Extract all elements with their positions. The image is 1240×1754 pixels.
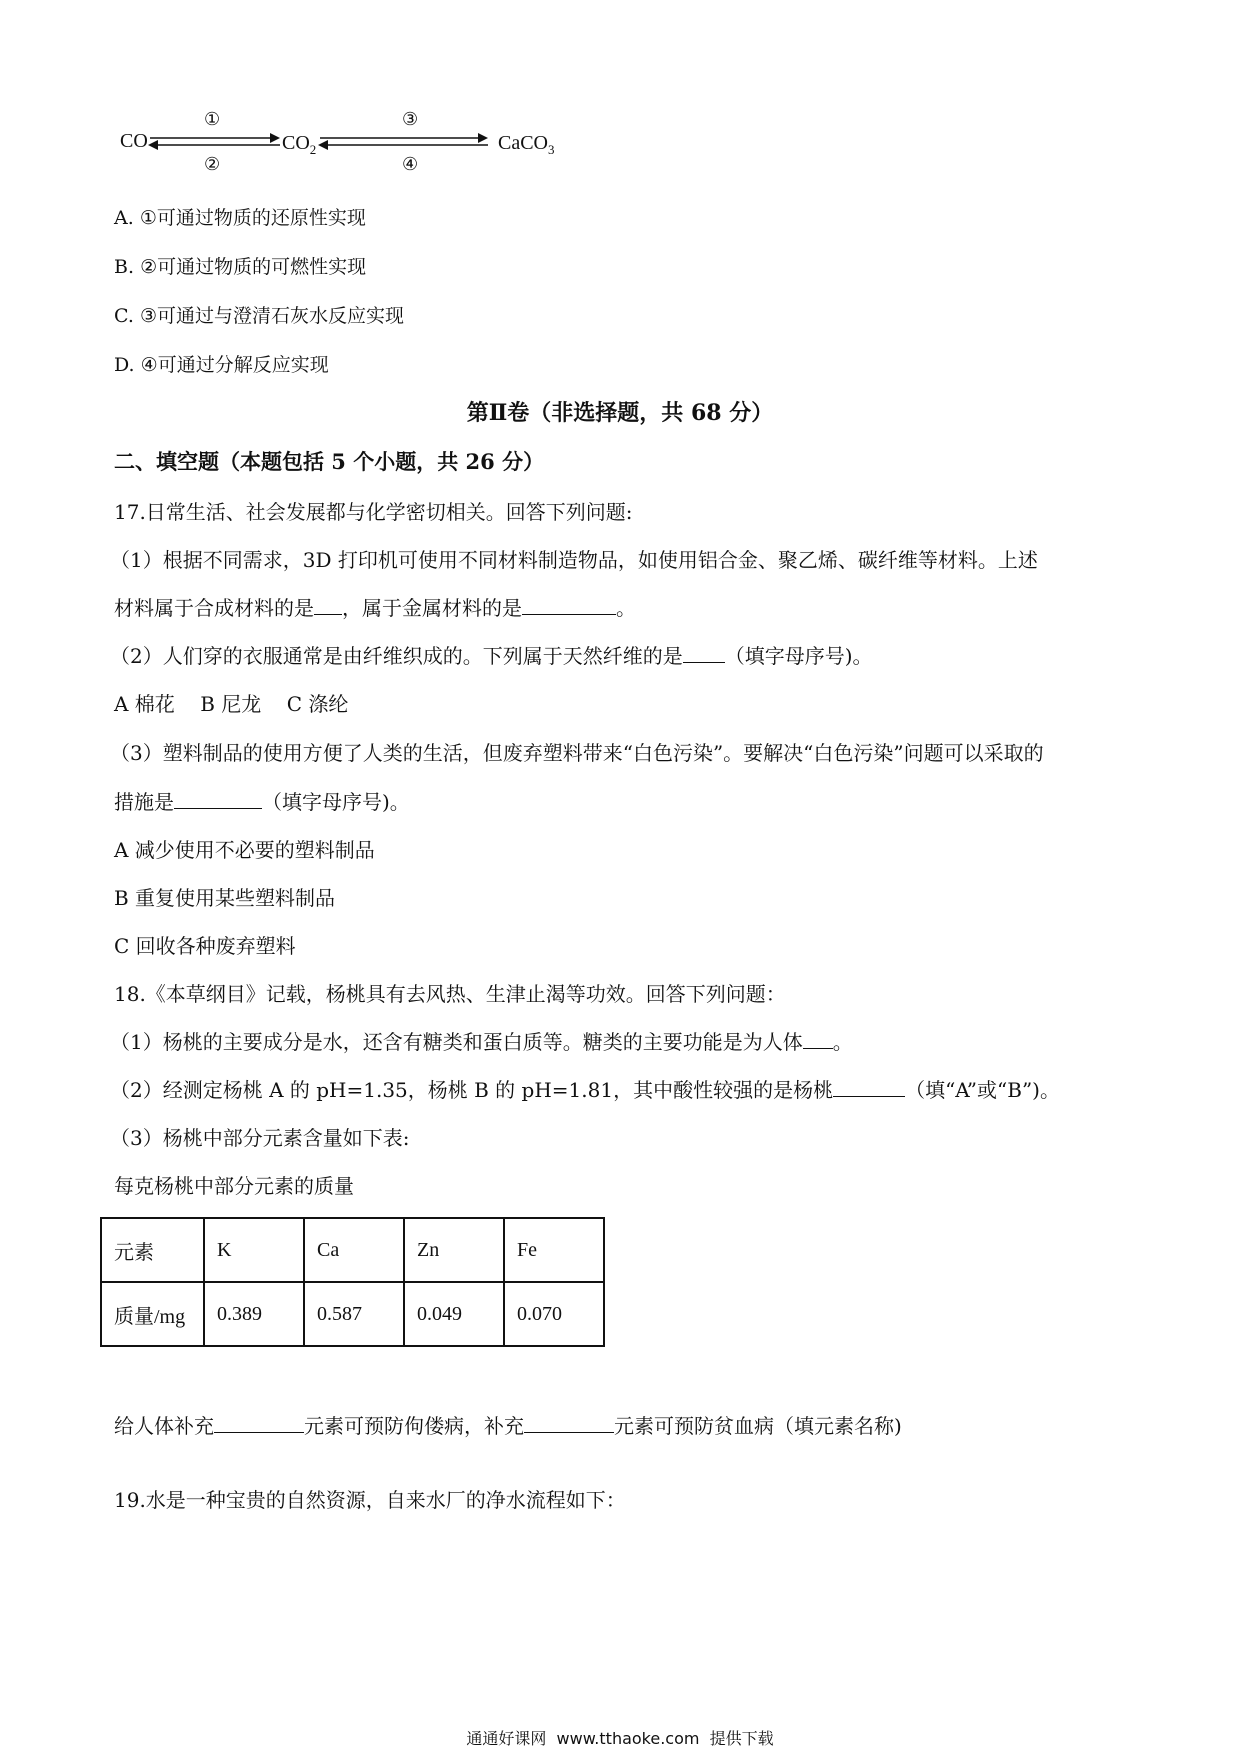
q17-option-b: B 重复使用某些塑料制品 <box>114 886 336 910</box>
text-segment: 材料属于合成材料的是 <box>114 596 314 620</box>
table-cell: K <box>204 1218 304 1282</box>
q19-stem: 19.水是一种宝贵的自然资源，自来水厂的净水流程如下： <box>114 1488 626 1512</box>
q18-part2 <box>110 1076 1060 1104</box>
step-label-2: ② <box>204 154 221 175</box>
q17-part2-options: A 棉花 B 尼龙 C 涤纶 <box>114 692 349 716</box>
answer-blank[interactable] <box>314 594 342 615</box>
text-segment: ，属于金属材料的是 <box>342 596 522 620</box>
text-segment: 元素可预防佝偻病，补充 <box>304 1414 524 1438</box>
text-segment: 元素可预防贫血病（填元素名称) <box>614 1414 902 1438</box>
option-a <box>114 204 366 232</box>
text-segment: 给人体补充 <box>114 1414 214 1438</box>
option-letter: B. <box>114 256 135 278</box>
part-heading: 二、填空题（本题包括 5 个小题，共 26 分） <box>114 449 545 474</box>
text-segment: 。 <box>832 1030 853 1054</box>
formula-co2-subscript: 2 <box>309 142 317 157</box>
reaction-scheme <box>120 109 580 182</box>
option-letter: D. <box>114 354 135 376</box>
element-mass-table <box>100 1217 605 1347</box>
q18-part1 <box>110 1028 853 1056</box>
table-cell: 0.389 <box>204 1282 304 1346</box>
option-text: ③可通过与澄清石灰水反应实现 <box>139 305 404 327</box>
table-row <box>101 1218 604 1282</box>
text-segment: 。 <box>616 596 636 620</box>
q17-stem: 17.日常生活、社会发展都与化学密切相关。回答下列问题: <box>114 500 633 524</box>
answer-blank[interactable] <box>174 788 262 809</box>
table-cell: 质量/mg <box>101 1282 204 1346</box>
option-letter: C. <box>114 305 134 327</box>
table-caption: 每克杨桃中部分元素的质量 <box>114 1174 354 1198</box>
text-segment: 措施是 <box>114 790 174 814</box>
formula-caco3-text: CaCO <box>498 132 548 154</box>
option-letter: A. <box>114 207 134 229</box>
table-cell: 元素 <box>101 1218 204 1282</box>
answer-blank[interactable] <box>522 594 616 615</box>
answer-blank[interactable] <box>803 1028 833 1049</box>
formula-co2 <box>282 132 316 158</box>
step-label-1: ① <box>204 109 221 130</box>
text-segment: （填字母序号)。 <box>724 644 873 668</box>
option-text: ①可通过物质的还原性实现 <box>139 207 366 229</box>
option-c <box>114 302 404 330</box>
option-d <box>114 351 329 379</box>
table-cell: Ca <box>304 1218 404 1282</box>
q17-part3-line1: （3）塑料制品的使用方便了人类的生活，但废弃塑料带来“白色污染”。要解决“白色污染”问题可以采取的 <box>110 741 1044 765</box>
q17-part3-line2 <box>114 788 410 816</box>
formula-co2-text: CO <box>282 132 310 154</box>
text-segment: （2）人们穿的衣服通常是由纤维织成的。下列属于天然纤维的是 <box>110 644 683 668</box>
q18-part3: （3）杨桃中部分元素含量如下表: <box>110 1126 410 1150</box>
text-segment: （2）经测定杨桃 A 的 pH=1.35，杨桃 B 的 pH=1.81，其中酸性较强的是杨桃 <box>110 1078 834 1102</box>
q17-part2 <box>110 642 873 670</box>
q17-part1-line2 <box>114 594 636 622</box>
text-segment: （填“A”或“B”)。 <box>905 1078 1060 1102</box>
q18-fill-line <box>114 1412 902 1440</box>
option-text: ②可通过物质的可燃性实现 <box>140 256 367 278</box>
table-cell: 0.587 <box>304 1282 404 1346</box>
answer-blank[interactable] <box>683 642 725 663</box>
formula-caco3 <box>498 132 555 158</box>
table-row <box>101 1282 604 1346</box>
page-footer: 通通好课网 www.tthaoke.com 提供下载 <box>466 1729 774 1748</box>
q17-option-c: C 回收各种废弃塑料 <box>114 934 296 958</box>
formula-co: CO <box>120 130 148 152</box>
text-segment: （填字母序号)。 <box>262 790 410 814</box>
table-cell: Fe <box>504 1218 604 1282</box>
q17-part1-line1: （1）根据不同需求，3D 打印机可使用不同材料制造物品，如使用铝合金、聚乙烯、碳纤维等材料。上述 <box>110 548 1038 572</box>
answer-blank[interactable] <box>214 1412 304 1433</box>
text-segment: （1）杨桃的主要成分是水，还含有糖类和蛋白质等。糖类的主要功能是为人体 <box>110 1030 803 1054</box>
step-label-4: ④ <box>402 154 419 175</box>
option-b <box>114 253 366 281</box>
table-cell: 0.049 <box>404 1282 504 1346</box>
table-cell: Zn <box>404 1218 504 1282</box>
table-cell: 0.070 <box>504 1282 604 1346</box>
formula-caco3-subscript: 3 <box>548 142 555 157</box>
step-label-3: ③ <box>402 109 419 130</box>
answer-blank[interactable] <box>524 1412 614 1433</box>
section-title: 第Ⅱ卷（非选择题，共 68 分） <box>466 400 774 426</box>
option-text: ④可通过分解反应实现 <box>140 354 329 376</box>
q18-stem: 18.《本草纲目》记载，杨桃具有去风热、生津止渴等功效。回答下列问题： <box>114 982 786 1006</box>
q17-option-a: A 减少使用不必要的塑料制品 <box>114 838 375 862</box>
answer-blank[interactable] <box>833 1076 905 1097</box>
